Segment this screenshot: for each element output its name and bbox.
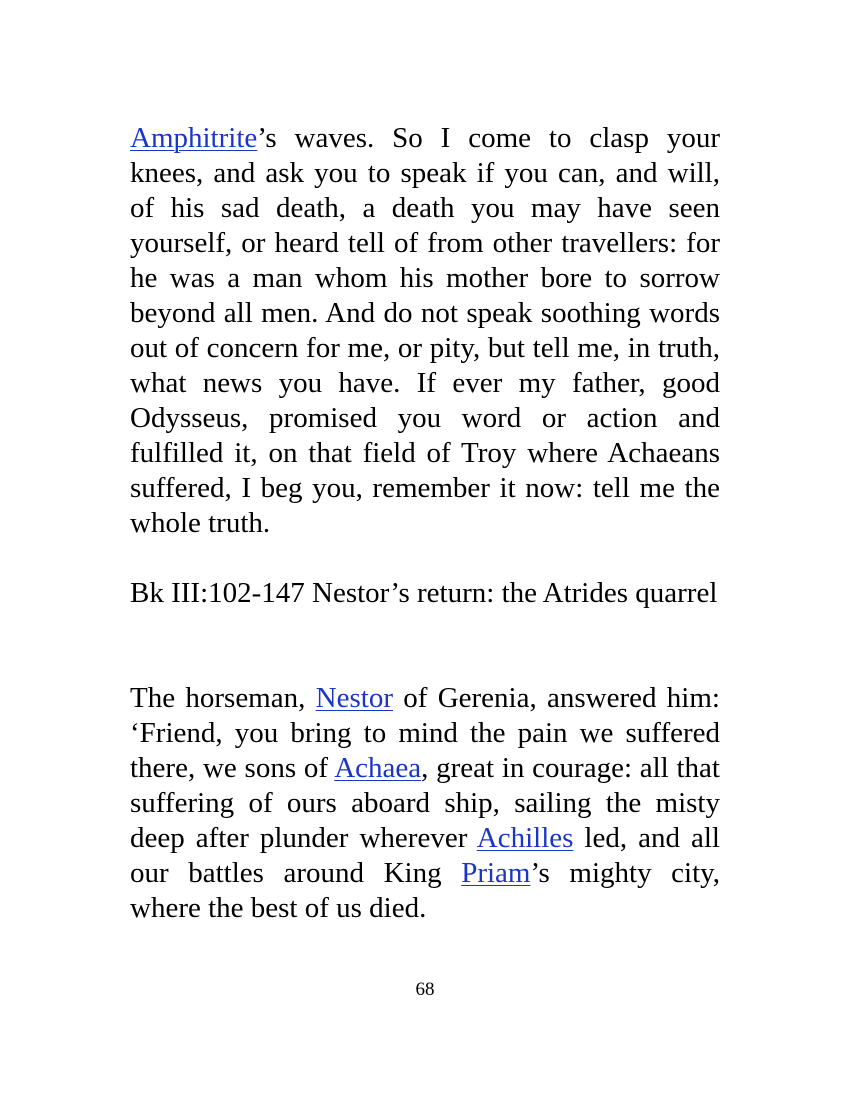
link-achaea[interactable]: Achaea xyxy=(334,752,422,784)
paragraph2-text-after-priam: ’s mighty city, where the best of us died. xyxy=(130,857,721,924)
section-heading: Bk III:102-147 Nestor’s return: the Atrides quarrel xyxy=(130,577,718,609)
paragraph2-text-after-nestor: of Gerenia, answered him: ‘Friend, you bring to mind the pain we suffered there, we sons of xyxy=(130,682,720,784)
paragraph1-text: ’s waves. So I come to clasp your knees, and ask you to speak if you can, and will, of his sad death, a death you may have seen yourself, or heard tell of from other travellers: for he was a man whom his mother bore to sorrow beyond all men. And do not speak soothing words out of concern for me, or pity, but tell me, in truth, what news you have. If ever my father, good Odysseus, promised you word or action and fulfilled it, on that field of Troy where Achaeans suffered, I beg you, remember it now: tell me the whole truth. xyxy=(130,122,720,539)
paragraph2-text-after-achaea: , great in courage: all that suffering of ours aboard ship, sailing the misty deep after plunder wherever xyxy=(130,752,720,854)
paragraph2-text-start: The horseman, xyxy=(130,682,316,714)
paragraph-nestor-answer xyxy=(130,681,720,926)
paragraph2-text-after-achilles: led, and all our battles around King xyxy=(130,822,720,889)
link-achilles[interactable]: Achilles xyxy=(476,822,574,854)
page-number: 68 xyxy=(415,979,435,1000)
link-amphitrite[interactable]: Amphitrite xyxy=(130,122,258,154)
link-nestor[interactable]: Nestor xyxy=(315,682,393,714)
paragraph-telemachus-plea xyxy=(130,121,720,541)
link-priam[interactable]: Priam xyxy=(461,857,531,889)
